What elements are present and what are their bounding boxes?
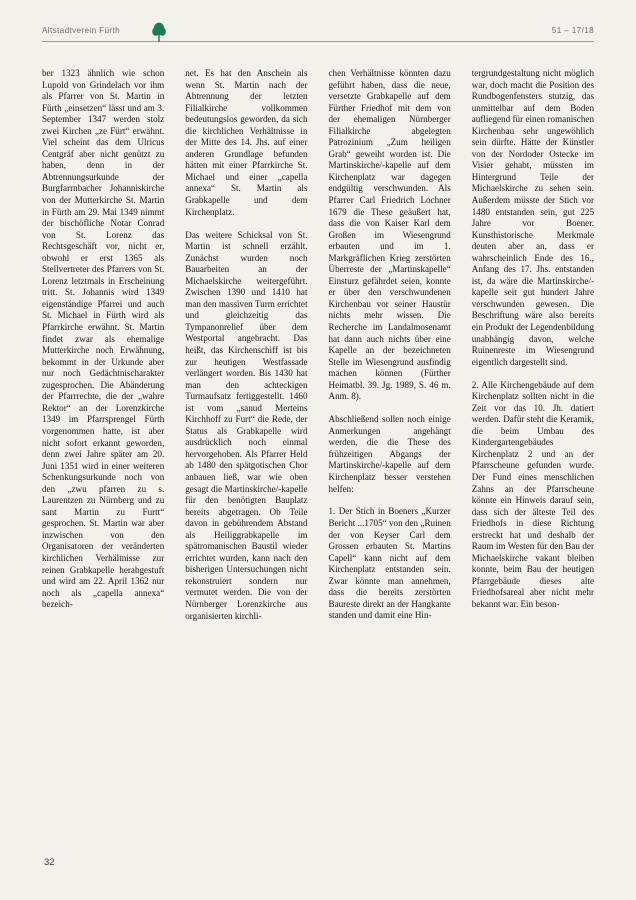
altstadtverein-tree-logo-icon xyxy=(150,20,168,44)
body-columns xyxy=(42,68,594,622)
paragraph: 1. Der Stich in Boeners „Kurzer Bericht ...1705“ von den „Ruinen der von Keyser Carl dem Grossen erbauten St. Martins Capell“ kann nicht auf dem Kirchenplatz entstanden sein. Zwar könnte man annehmen, dass die bereits zerstörten Baureste direkt an der Hangkante standen und damit eine Hin- xyxy=(328,506,451,621)
paragraph: Das weitere Schicksal von St. Martin ist schnell erzählt. Zunächst wurden noch Bauarbeiten an der Michaelskirche weitergeführt. Zwischen 1390 und 1410 hat man den massiven Turm errichtet und gleichzeitig das Tympanonrelief über dem Westportal angebracht. Das heißt, das Kirchenschiff ist bis zur heutigen Westfassade verlängert worden. Bis 1430 hat man den achteckigen Turmaufsatz fertiggestellt. 1460 ist vom „sanud Merteins Kirchhoff zu Furt“ die Rede, der Status als Grabkapelle wird ausdrücklich noch einmal hervorgehoben. Als Pfarrer Held ab 1480 den spätgotischen Chor anbauen ließ, war wie oben gesagt die Martinskirche/-kapelle für den benötigten Bauplatz bereits abgetragen. Ob Teile davon in gebührendem Abstand als Heiliggrabkapelle im spätromanischen Baustil wieder errichtet wurden, kann nach den bisherigen Untersuchungen nicht rekonstruiert sondern nur vermutet werden. Die von der Nürnberger Lorenzkirche aus organisierten kirchli- xyxy=(185,229,308,621)
text-column-2 xyxy=(185,68,307,622)
text-column-1 xyxy=(42,68,164,622)
paragraph: tergrundgestaltung nicht möglich war, doch macht die Position des Rundbogenfensters stutzig, das unmittelbar auf dem Boden aufliegend für einen romanischen Kirchenbau sehr ungewöhlich sein dürfte. Hätte der Künstler von der Nordoder Ostecke im Visier gehabt, müssten im Hintergrund Teile der Michaelskirche zu sehen sein. Außerdem müsste der Stich vor 1480 entstanden sein, gut 225 Jahre vor Boener. Kunsthistorische Merkmale deuten aber an, dass er wahrscheinlich Ende des 16., Anfang des 17. Jhs. entstanden ist, da wäre die Martinskirche/-kapelle seit gut hundert Jahre verschwunden gewesen. Die Beschriftung wäre also bereits ein Produkt der Legendenbildung unabhängig davon, welche Ruinenreste im Wiesengrund eigentlich dargestellt sind. xyxy=(471,68,594,367)
page-number: 32 xyxy=(44,857,55,868)
text-column-4 xyxy=(472,68,594,622)
header-divider-rule xyxy=(42,41,594,42)
running-header xyxy=(42,26,594,48)
text-column-3 xyxy=(329,68,451,622)
paragraph: net. Es hat den Anschein als wenn St. Martin nach der Abtrennung der letzten Filialkirche vollkommen bedeutungslos geworden, da sich die kirchlichen Verhältnisse in der Mitte des 14. Jhs. auf einer anderen Grundlage befunden hätten mit einer Pfarrkirche St. Michael und einer „capella annexa“ St. Martin als Grabkapelle und dem Kirchenplatz. xyxy=(185,68,308,217)
paragraph: 2. Alle Kirchengebäude auf dem Kirchenplatz sollten nicht in die Zeit vor das 10. Jh. datiert werden. Dafür steht die Keramik, die beim Umbau des Kindergartengebäudes Kirchenplatz 2 und an der Pfarrscheune gefunden wurde. Der Fund eines menschlichen Zahns an der Pfarrscheune könnte ein Hinweis darauf sein, dass sich der älteste Teil des Friedhofs in diese Richtung erstreckt hat und deshalb der Raum im Westen für den Bau der Michaelskirche vakant bleiben konnte, beim Bau der heutigen Pfarrgebäude dieses alte Friedhofsareal aber nicht mehr bekannt war. Ein beson- xyxy=(471,379,594,609)
paragraph: chen Verhältnisse könnten dazu geführt haben, dass die neue, versetzte Grabkapelle auf dem Fürther Friedhof mit dem von der ehemaligen Nürnberger Filialkirche abgelegten Patrozinium „Zum heiligen Grab“ geweiht worden ist. Die Martinskirche/-kapelle auf dem Kirchenplatz war dagegen endgültig verschwunden. Als Pfarrer Carl Friedrich Lochner 1679 die These geäußert hat, dass die von Kaiser Karl dem Großen im Wiesengrund erbauten und im 1. Markgräflichen Krieg zerstörten Überreste der „Martinskapelle“ Einsturz gefährdet seien, konnte er über den verschwundenen Kirchenbau vor seiner Haustür nichts mehr wissen. Die Recherche im Landalmosenamt hat dann auch nichts über eine Kapelle an der bezeichneten Stelle im Wiesengrund ausfindig machen können (Fürther Heimatbl. 39. Jg. 1989, S. 46 m. Anm. 8). xyxy=(328,68,451,402)
header-association-name: Altstadtverein Fürth xyxy=(42,26,120,35)
paragraph: Abschließend sollen noch einige Anmerkungen angehängt werden, die die These des frühzeitigen Abgangs der Martinskirche/-kapelle auf dem Kirchenplatz besser verstehen helfen: xyxy=(328,414,451,494)
paragraph: ber 1323 ähnlich wie schon Lupold von Grindelach vor ihm als Pfarrer von St. Martin in Fürth „einsetzen“ lässt und am 3. September 1347 werden stolz zwei Kirchen „ze Fürt“ erwähnt. Viel scheint das dem Ulricus Centgräf aber nicht genützt zu haben, denn in der Abtrennungsurkunde der Burgfarrnbacher Johanniskirche von der Mutterkirche St. Martin in Fürth am 29. Mai 1349 nimmt der bischöfliche Notar Conrad von St. Lorenz das Rechtsgeschäft vor, nicht er, obwohl er erst 1365 als Stellvertreter des Pfarrers von St. Lorenz letztmals in Erscheinung tritt. St. Johannis wird 1349 eigenständige Pfarrei und auch St. Michael in Fürth wird als Pfarrkirche erwähnt. St. Martin findet zwar als ehemalige Mutterkirche noch Erwähnung, bekommt in der Urkunde aber nur noch Gedächtnischarakter zugesprochen. Die Abänderung der Pfarrrechte, die der „wahre Rektor“ an der Lorenzkirche 1349 im Pfarrsprengel Fürth vorgenommen hatte, ist aber nicht sofort erkannt geworden, denn zwei Jahre später am 20. Juni 1351 wird in einer weiteren Schenkungsurkunde noch von den „zwu pfarren zu s. Laurentzen zu Nürnberg und zu sant Martin zu Furtt“ gesprochen. St. Martin war aber inzwischen von den Organisatoren der veränderten kirchlichen Verhältnisse zur reinen Grabkapelle herabgestuft und wird am 22. April 1362 nur noch als „capella annexa“ bezeich- xyxy=(42,68,165,610)
header-issue-number: 51 – 17/18 xyxy=(551,26,594,35)
